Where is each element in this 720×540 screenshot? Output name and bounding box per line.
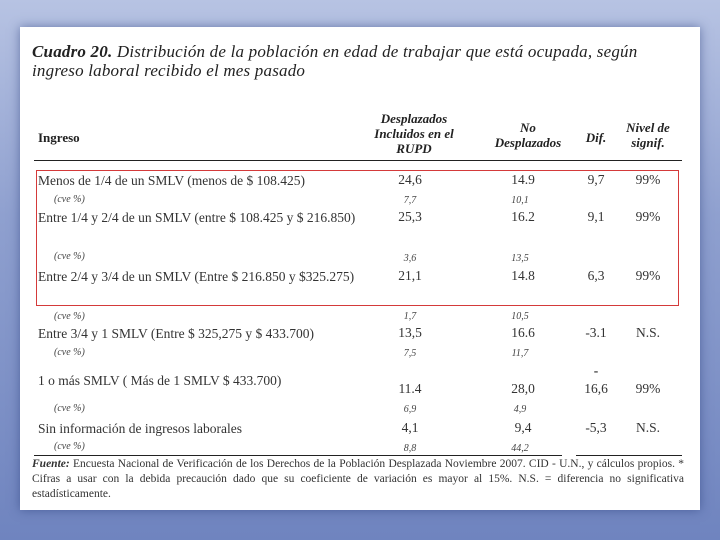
cell-dif: -3.1 [585, 325, 607, 340]
cell-dif: 16,6 [584, 381, 608, 396]
highlight-box [36, 170, 679, 306]
header-ingreso: Ingreso [38, 130, 80, 145]
header-nivel: Nivel de signif. [626, 120, 670, 150]
cell-nivel: 99% [635, 209, 661, 224]
cve-desplazados: 6,9 [403, 404, 417, 415]
cve-desplazados: 7,5 [403, 348, 417, 359]
cell-dif: 9,7 [587, 172, 605, 187]
cell-dif-prefix: - [593, 363, 599, 378]
row-label: 1 o más SMLV ( Más de 1 SMLV $ 433.700) [38, 373, 282, 388]
footnote-label: Fuente: [32, 458, 70, 470]
cve-label: (cve %) [54, 441, 85, 452]
header-no-desplazados: No Desplazados [494, 120, 562, 150]
cve-no-desplazados: 44,2 [511, 443, 529, 454]
cve-desplazados: 3,6 [403, 253, 417, 264]
row-label: Entre 3/4 y 1 SMLV (Entre $ 325,275 y $ 433.700) [38, 326, 314, 341]
cell-no-desplazados: 28,0 [511, 381, 535, 396]
row-label: Sin información de ingresos laborales [38, 421, 242, 436]
cell-nivel: 99% [635, 381, 661, 396]
cell-dif: -5,3 [585, 420, 607, 435]
cell-no-desplazados: 14.9 [511, 172, 535, 187]
cve-no-desplazados: 11,7 [511, 348, 529, 359]
cve-no-desplazados: 13,5 [511, 253, 529, 264]
row-label: Entre 1/4 y 2/4 de un SMLV (entre $ 108.425 y $ 216.850) [38, 210, 356, 225]
cve-label: (cve %) [54, 403, 85, 414]
cell-desplazados: 4,1 [401, 420, 419, 435]
cve-label: (cve %) [54, 347, 85, 358]
cell-no-desplazados: 9,4 [514, 420, 532, 435]
cell-no-desplazados: 16.6 [511, 325, 535, 340]
cve-no-desplazados: 10,5 [511, 311, 529, 322]
cell-nivel: N.S. [635, 325, 660, 340]
cell-desplazados: 21,1 [398, 268, 422, 283]
cve-label: (cve %) [54, 251, 85, 262]
cve-desplazados: 1,7 [403, 311, 417, 322]
cve-label: (cve %) [54, 194, 85, 205]
table-title [32, 42, 692, 80]
cve-desplazados: 7,7 [403, 195, 417, 206]
cell-desplazados: 11.4 [398, 381, 422, 396]
cell-no-desplazados: 16.2 [511, 209, 535, 224]
cve-label: (cve %) [54, 311, 85, 322]
cell-nivel: 99% [635, 172, 661, 187]
footer-rule-right [576, 455, 682, 456]
footnote [32, 457, 684, 502]
footnote-text: Encuesta Nacional de Verificación de los Derechos de la Población Desplazada Noviembre 2007. CID - U.N., y cálculos propios. * Cifras a usar con la debida precaución dado que su coeficiente de variación es mayor al 15%. N.S. = diferencia no significativa estadísticamente. [32, 458, 684, 500]
cell-dif: 9,1 [587, 209, 605, 224]
row-label: Entre 2/4 y 3/4 de un SMLV (Entre $ 216.850 y $325.275) [38, 269, 355, 284]
header-rule [34, 160, 682, 161]
cell-nivel: 99% [635, 268, 661, 283]
cell-nivel: N.S. [635, 420, 660, 435]
table-caption: Distribución de la población en edad de trabajar que está ocupada, según ingreso laboral recibido el mes pasado [32, 42, 638, 80]
header-dif: Dif. [585, 130, 607, 145]
cell-no-desplazados: 14.8 [511, 268, 535, 283]
cve-no-desplazados: 10,1 [511, 195, 529, 206]
cell-dif: 6,3 [587, 268, 605, 283]
cell-desplazados: 13,5 [398, 325, 422, 340]
row-label: Menos de 1/4 de un SMLV (menos de $ 108.425) [38, 173, 305, 188]
cve-desplazados: 8,8 [403, 443, 417, 454]
cell-desplazados: 25,3 [398, 209, 422, 224]
cell-desplazados: 24,6 [398, 172, 422, 187]
header-desplazados: Desplazados Incluidos en el RUPD [374, 111, 454, 156]
cve-no-desplazados: 4,9 [513, 404, 527, 415]
footer-rule-left [34, 455, 562, 456]
table-number: Cuadro 20. [32, 42, 113, 61]
slide [20, 27, 700, 510]
